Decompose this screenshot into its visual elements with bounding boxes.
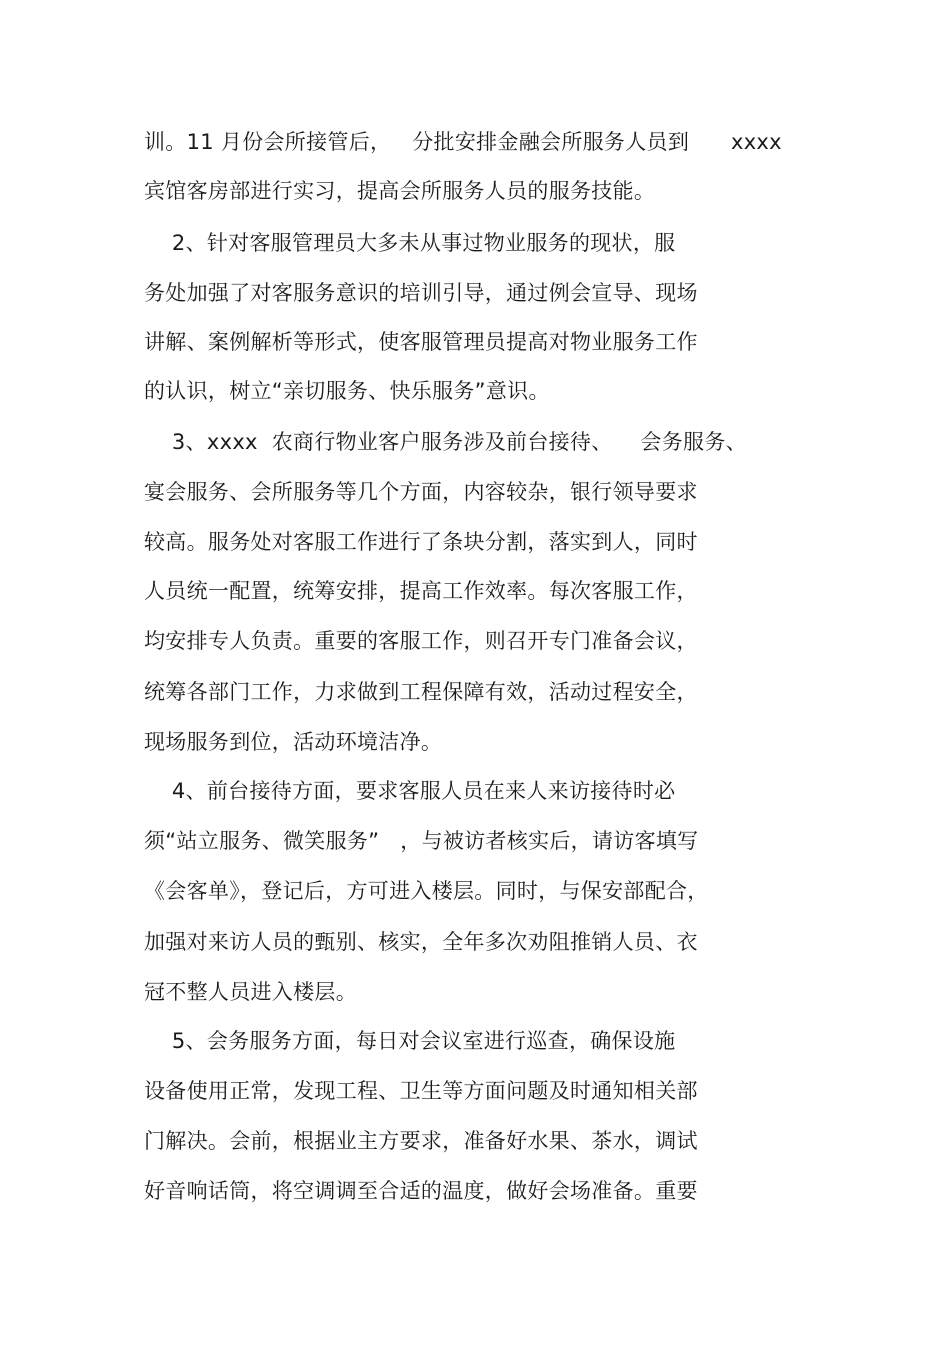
- text-line: 讲解、案例解析等形式，使客服管理员提高对物业服务工作: [144, 330, 698, 354]
- text-line: 《会客单》，登记后，方可进入楼层。同时，与保安部配合，: [144, 879, 709, 903]
- text-line: 训。11 月份会所接管后， 分批安排金融会所服务人员到 xxxx: [144, 130, 782, 154]
- text-line: 冠不整人员进入楼层。: [144, 980, 357, 1004]
- text-line: 门解决。会前，根据业主方要求，准备好水果、茶水，调试: [144, 1129, 698, 1153]
- text-line: 加强对来访人员的甄别、核实，全年多次劝阻推销人员、衣: [144, 930, 698, 954]
- text-line: 较高。服务处对客服工作进行了条块分割，落实到人，同时: [144, 530, 698, 554]
- text-line: 5、会务服务方面，每日对会议室进行巡查，确保设施: [144, 1029, 676, 1053]
- text-line: 宾馆客房部进行实习，提高会所服务人员的服务技能。: [144, 179, 656, 203]
- text-line: 设备使用正常，发现工程、卫生等方面问题及时通知相关部: [144, 1079, 698, 1103]
- text-line: 3、xxxx 农商行物业客户服务涉及前台接待、 会务服务、: [144, 430, 747, 454]
- text-line: 宴会服务、会所服务等几个方面，内容较杂，银行领导要求: [144, 480, 698, 504]
- text-line: 人员统一配置，统筹安排，提高工作效率。每次客服工作，: [144, 579, 698, 603]
- text-line: 2、针对客服管理员大多未从事过物业服务的现状，服: [144, 231, 676, 255]
- text-line: 好音响话筒，将空调调至合适的温度，做好会场准备。重要: [144, 1179, 698, 1203]
- text-line: 4、前台接待方面，要求客服人员在来人来访接待时必: [144, 779, 676, 803]
- text-line: 均安排专人负责。重要的客服工作，则召开专门准备会议，: [144, 629, 698, 653]
- text-line: 的认识，树立“亲切服务、快乐服务”意识。: [144, 379, 550, 403]
- text-line: 须“站立服务、微笑服务” ，与被访者核实后，请访客填写: [144, 829, 699, 853]
- text-line: 务处加强了对客服务意识的培训引导，通过例会宣导、现场: [144, 281, 698, 305]
- text-line: 统筹各部门工作，力求做到工程保障有效，活动过程安全，: [144, 680, 698, 704]
- text-line: 现场服务到位，活动环境洁净。: [144, 730, 443, 754]
